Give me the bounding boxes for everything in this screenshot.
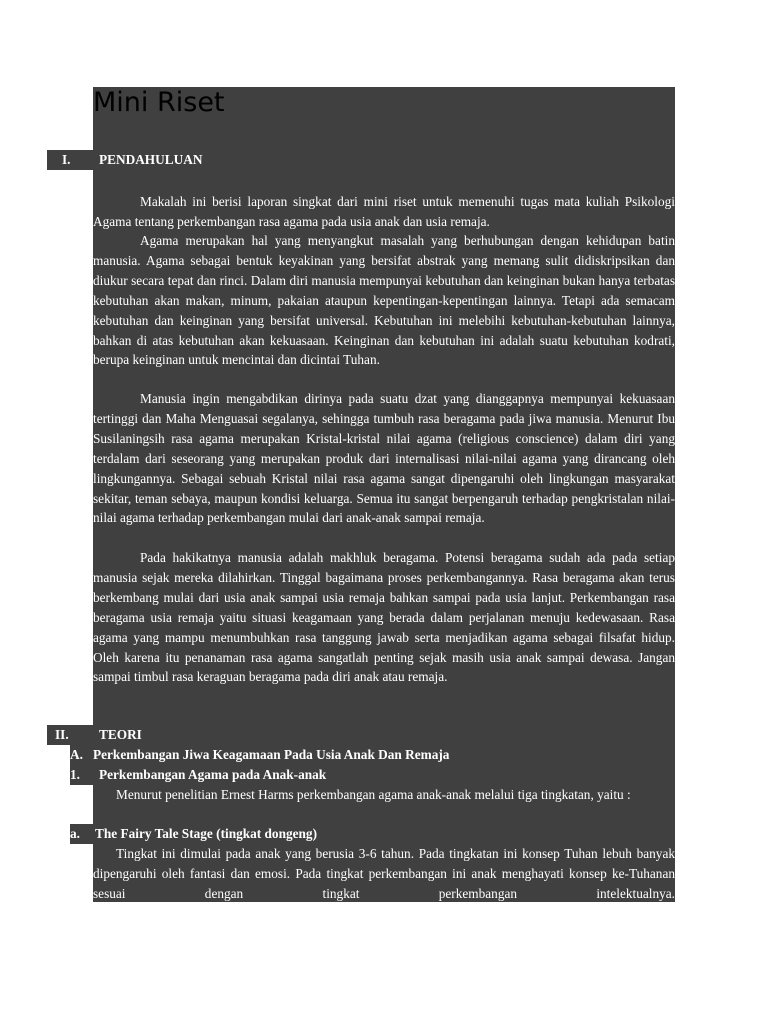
stage-letter: a. xyxy=(70,826,80,841)
item-title: Perkembangan Agama pada Anak-anak xyxy=(99,767,327,782)
section-heading-band xyxy=(47,725,93,745)
paragraph: Menurut penelitian Ernest Harms perkembangan agama anak-anak melalui tiga tingkatan, yaitu : xyxy=(116,787,631,802)
section-number: II. xyxy=(55,727,69,742)
paragraph: Makalah ini berisi laporan singkat dari mini riset untuk memenuhi tugas mata kuliah Psikologi Agama tentang perkembangan rasa agama pada usia anak dan usia remaja. xyxy=(93,194,675,229)
document-title: Mini Riset xyxy=(93,87,225,118)
section-title: PENDAHULUAN xyxy=(99,152,203,167)
subsection-title: Perkembangan Jiwa Keagamaan Pada Usia Anak Dan Remaja xyxy=(93,747,450,762)
stage-title: The Fairy Tale Stage (tingkat dongeng) xyxy=(95,826,318,841)
paragraph: Tingkat ini dimulai pada anak yang berusia 3-6 tahun. Pada tingkatan ini konsep Tuhan lebuh banyak dipengaruhi oleh fantasi dan emosi. Pada tingkat perkembangan ini anak menghayati konsep ke-Tuhanan sesuai dengan tingkat perkembangan intelektualnya. xyxy=(93,846,675,901)
paragraph: Pada hakikatnya manusia adalah makhluk beragama. Potensi beragama sudah ada pada setiap manusia sejak mereka dilahirkan. Tinggal bagaimana proses perkembangannya. Rasa beragama akan terus berkembang mulai dari usia anak sampai usia remaja bahkan sampai pada usia lanjut. Perkembangan rasa beragama usia remaja yaitu situasi keagamaan yang berada dalam perjalanan menuju kedewasaan. Rasa agama yang mampu menumbuhkan rasa tanggung jawab serta menjadikan agama sebagai filsafat hidup. Oleh karena itu penanaman rasa agama sangatlah penting sejak masih usia anak sampai dewasa. Jangan sampai timbul rasa keraguan beragama pada diri anak atau remaja. xyxy=(93,550,675,685)
section-title: TEORI xyxy=(99,727,142,742)
paragraph: Manusia ingin mengabdikan dirinya pada suatu dzat yang dianggapnya mempunyai kekuasaan tertinggi dan Maha Menguasai segalanya, sehingga tumbuh rasa beragama pada jiwa manusia. Menurut Ibu Susilaningsih rasa agama merupakan Kristal-kristal nilai agama (religious conscience) dalam diri yang terdalam dari seseorang yang merupakan produk dari internalisasi nilai-nilai agama yang dirancang oleh lingkungannya. Sebagai sebuah Kristal nilai rasa agama sangat dipengaruhi oleh lingkungan masyarakat sekitar, teman sebaya, maupun kondisi keluarga. Semua itu sangat berpengaruh terhadap pengkristalan nilai-nilai agama terhadap perkembangan mulai dari anak-anak sampai remaja. xyxy=(93,391,675,526)
item-number: 1. xyxy=(70,767,80,782)
subsection-letter: A. xyxy=(70,747,83,762)
section-number: I. xyxy=(62,152,71,167)
paragraph: Agama merupakan hal yang menyangkut masalah yang berhubungan dengan kehidupan batin manusia. Agama sebagai bentuk keyakinan yang bersifat abstrak yang memang sulit didiskripsikan dan diukur secara tepat dan rinci. Dalam diri manusia mempunyai kebutuhan dan keinginan bukan hanya terbatas kebutuhan akan makan, minum, pakaian ataupun kepentingan-kepentingan lainnya. Tetapi ada semacam kebutuhan dan keinginan yang bersifat universal. Kebutuhan ini melebihi kebutuhan-kebutuhan lainnya, bahkan di atas kebutuhan akan kekuasaan. Keinginan dan kebutuhan ini adalah suatu kebutuhan kodrati, berupa keinginan untuk mencintai dan dicintai Tuhan. xyxy=(93,233,675,368)
